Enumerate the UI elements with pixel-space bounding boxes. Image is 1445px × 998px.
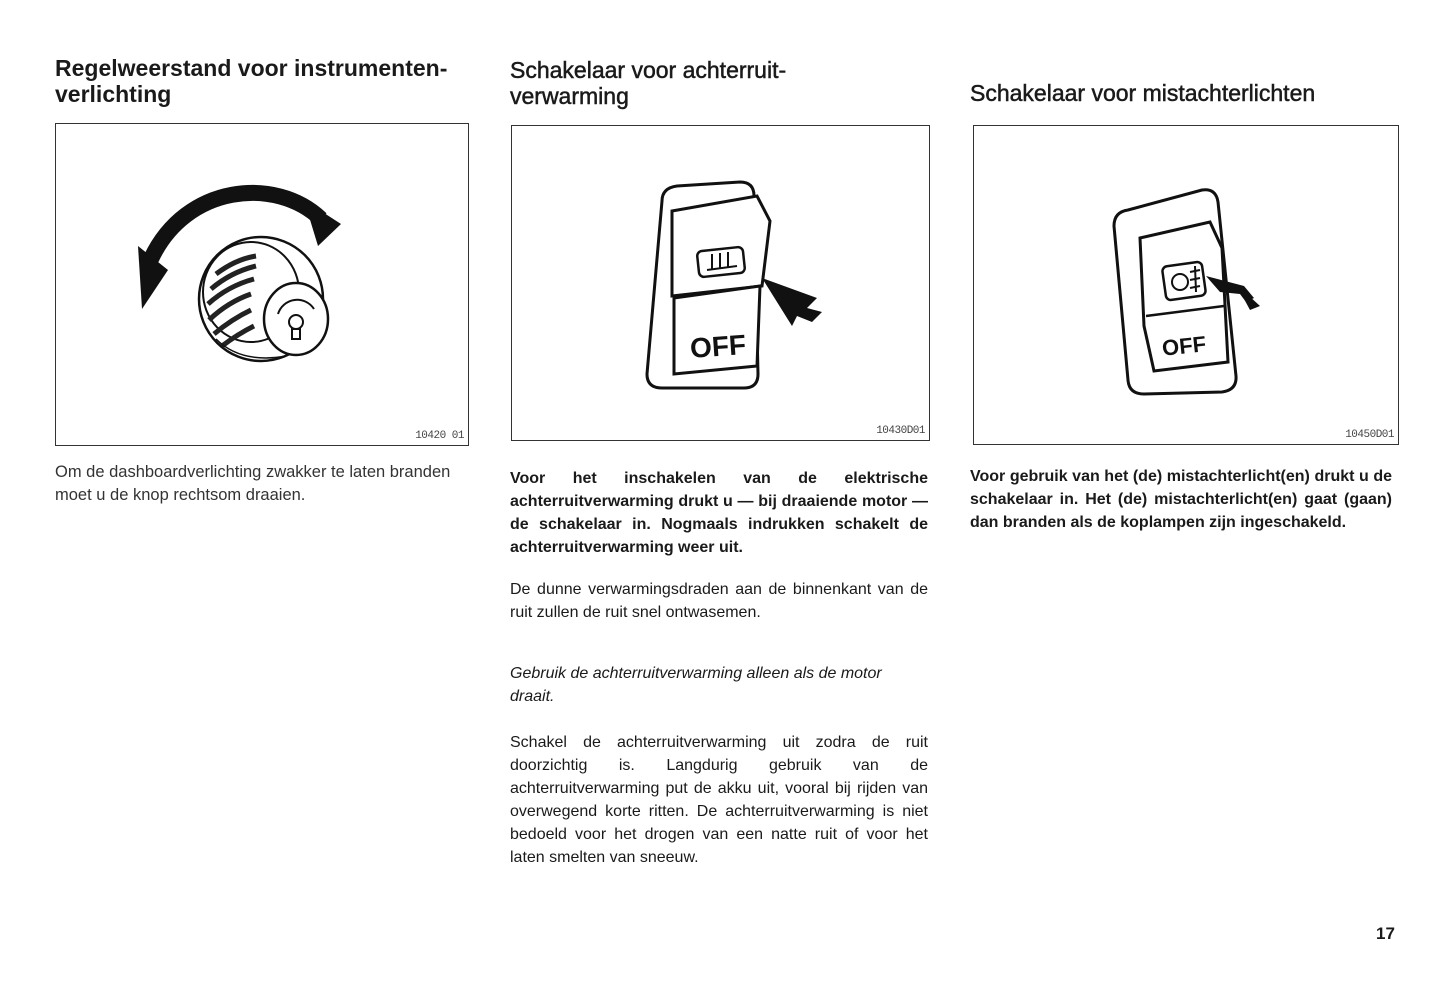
rear-fog-light-switch-icon	[974, 126, 1400, 446]
figure-code: 10430D01	[876, 425, 925, 437]
off-label: OFF	[689, 329, 748, 364]
title-line-2: verwarming	[510, 83, 629, 109]
fog-switch-figure	[973, 125, 1399, 445]
italic-note: Gebruik de achterruitverwarming alleen als de motor draait.	[510, 665, 882, 705]
defroster-switch-figure	[511, 125, 930, 441]
title-line-1: Schakelaar voor achterruit-	[510, 57, 787, 83]
instruction-bold: Voor het inschakelen van de elektrische achterruitverwarming drukt u — bij draaiende motor — de schakelaar in. Nogmaals indrukken schakelt de achterruitverwarming weer uit.	[510, 470, 928, 556]
page-number: 17	[1376, 924, 1395, 943]
section-title	[55, 55, 447, 107]
off-label: OFF	[1160, 331, 1208, 361]
instruction-bold: Voor gebruik van het (de) mistachterlicht(en) drukt u de schakelaar in. Het (de) mistachterlicht(en) gaat (gaan) dan branden als de koplampen zijn ingeschakeld.	[970, 468, 1392, 531]
figure-code: 10420 01	[415, 430, 464, 442]
rear-defroster-switch-icon	[512, 126, 931, 442]
paragraph-1: De dunne verwarmingsdraden aan de binnenkant van de ruit zullen de ruit snel ontwasemen.	[510, 581, 928, 621]
title-line-1: Regelweerstand voor instrumenten-	[55, 55, 448, 81]
title-line-2: verlichting	[55, 81, 172, 107]
dimmer-knob-icon	[56, 124, 470, 447]
paragraph-2: Schakel de achterruitverwarming uit zodra de ruit doorzichtig is. Langdurig gebruik van de achterruitverwarming put de akku uit, vooral bij rijden van overwegend korte ritten. De achterruitverwarming is niet bedoeld voor het drogen van een natte ruit of voor het laten smelten van sneeuw.	[510, 734, 928, 866]
dimmer-figure	[55, 123, 469, 446]
figure-code: 10450D01	[1345, 429, 1394, 441]
section-title: Schakelaar voor mistachterlichten	[970, 80, 1316, 106]
caption-text: Om de dashboardverlichting zwakker te laten branden moet u de knop rechtsom draaien.	[55, 463, 451, 504]
section-title	[510, 57, 786, 109]
